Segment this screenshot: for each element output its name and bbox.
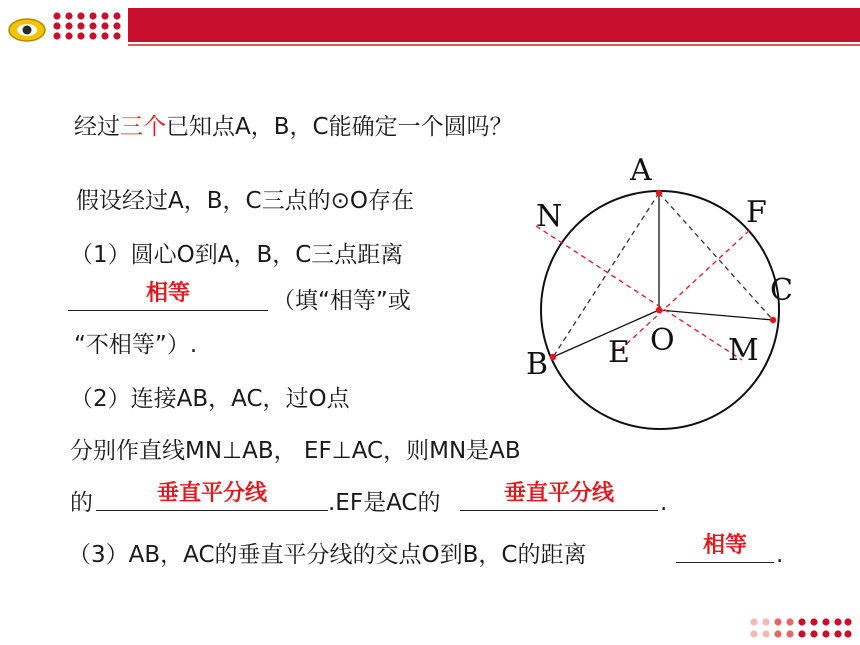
question-text-1: 经过 [74, 114, 120, 140]
item2-answer2: 垂直平分线 [503, 481, 614, 506]
label-e: E [608, 335, 630, 370]
item2-middle: .EF是AC的 [328, 490, 441, 516]
item2-answer2-blank [460, 482, 658, 511]
label-f: F [746, 195, 767, 230]
point-o [656, 307, 662, 313]
item2-prefix: 的 [70, 490, 93, 516]
point-a [656, 190, 662, 196]
item3-text: （3）AB，AC的垂直平分线的交点O到B，C的距离 [68, 542, 587, 568]
circle-diagram [520, 150, 820, 440]
item1-answer-blank [68, 282, 268, 311]
point-c [770, 317, 776, 323]
item1-answer: 相等 [145, 281, 190, 306]
item2-answer1: 垂直平分线 [156, 481, 267, 506]
radius-oc [659, 310, 773, 320]
line-mn [536, 226, 742, 360]
point-b [550, 354, 556, 360]
label-n: N [536, 199, 563, 234]
item1-line3: “不相等”）. [74, 332, 198, 358]
item2-end: . [660, 490, 668, 516]
question-text-2: 已知点A，B，C能确定一个圆吗？ [166, 114, 513, 140]
chord-ab [553, 193, 659, 357]
label-a: A [630, 153, 652, 188]
question-line [74, 112, 513, 142]
item3-end: . [776, 542, 784, 568]
item1-after: （填“相等”或 [272, 288, 411, 314]
assumption-line: 假设经过A，B，C三点的⊙O存在 [76, 188, 414, 214]
label-c: C [770, 273, 793, 308]
label-o: O [650, 323, 675, 358]
header-bar [128, 8, 860, 42]
item1-line1: （1）圆心O到A，B，C三点距离 [70, 242, 404, 268]
item3-answer-blank [676, 534, 774, 563]
item2-line1: （2）连接AB，AC，过O点 [70, 386, 350, 412]
label-b: B [526, 347, 549, 382]
item3-answer: 相等 [702, 533, 747, 558]
label-m: M [728, 333, 759, 368]
question-highlight: 三个 [120, 114, 166, 140]
dot-pattern-bottom [748, 617, 852, 641]
line-ef [620, 228, 752, 350]
item2-answer1-blank [96, 482, 328, 511]
eye-logo-icon [8, 16, 46, 42]
dot-pattern-top [52, 11, 122, 41]
item2-line2: 分别作直线MN⊥AB， EF⊥AC，则MN是AB [70, 438, 521, 464]
